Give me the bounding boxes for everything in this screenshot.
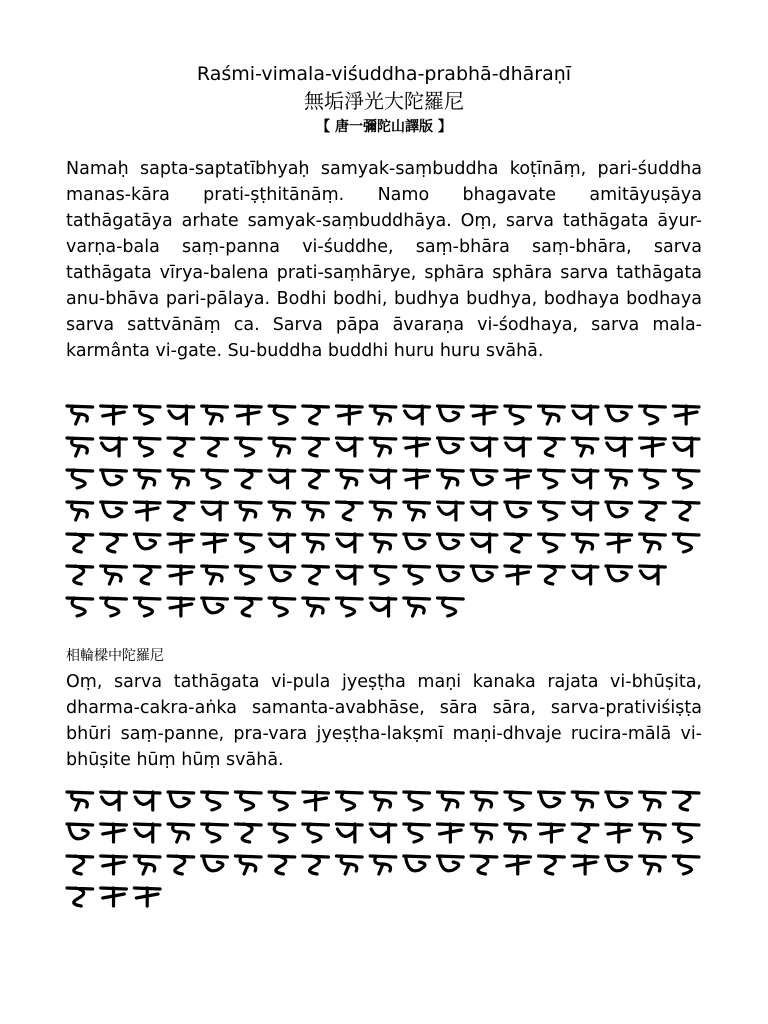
siddham-1-glyph — [505, 534, 531, 552]
siddham-2-glyph — [404, 824, 430, 842]
siddham-1-glyph — [235, 566, 261, 584]
siddham-script-block-1 — [60, 400, 710, 630]
siddham-1-glyph — [539, 406, 565, 424]
siddham-1-glyph — [303, 438, 329, 456]
siddham-2-glyph — [303, 856, 329, 874]
siddham-1-glyph — [235, 438, 261, 456]
siddham-2-glyph — [404, 856, 430, 871]
siddham-1-glyph — [640, 534, 666, 552]
siddham-1-glyph — [572, 502, 598, 520]
title-chinese: 無垢淨光大陀羅尼 — [304, 89, 464, 113]
siddham-1-glyph — [67, 598, 93, 616]
siddham-1-glyph — [168, 406, 194, 424]
siddham-1-glyph — [606, 438, 632, 456]
siddham-2-glyph — [673, 856, 699, 874]
siddham-2-glyph — [67, 888, 93, 906]
siddham-1-glyph — [269, 502, 295, 520]
siddham-1-glyph — [134, 438, 160, 456]
siddham-2-glyph — [438, 824, 464, 842]
siddham-1-glyph — [471, 502, 497, 520]
siddham-2-glyph — [505, 824, 531, 842]
siddham-2-glyph — [134, 856, 160, 874]
siddham-2-glyph — [235, 824, 261, 842]
siddham-1-glyph — [101, 502, 127, 517]
siddham-1-glyph — [539, 438, 565, 456]
siddham-1-glyph — [370, 438, 396, 456]
siddham-1-glyph — [438, 406, 464, 421]
siddham-1-glyph — [404, 406, 430, 424]
siddham-1-glyph — [572, 438, 598, 456]
siddham-1-glyph — [471, 470, 497, 485]
siddham-1-glyph — [673, 438, 699, 456]
siddham-1-glyph — [168, 438, 194, 456]
siddham-1-glyph — [471, 406, 497, 424]
siddham-1-glyph — [202, 598, 228, 613]
siddham-1-glyph — [370, 470, 396, 488]
siddham-1-glyph — [505, 438, 531, 456]
siddham-1-glyph — [505, 502, 531, 517]
siddham-1-glyph — [539, 470, 565, 488]
siddham-1-glyph — [404, 598, 430, 616]
siddham-2-glyph — [168, 824, 194, 842]
siddham-2-glyph — [336, 792, 362, 810]
siddham-1-glyph — [404, 502, 430, 520]
siddham-1-glyph — [202, 534, 228, 552]
siddham-1-glyph — [67, 438, 93, 456]
siddham-1-glyph — [67, 470, 93, 488]
siddham-1-glyph — [438, 438, 464, 453]
siddham-1-glyph — [572, 534, 598, 552]
siddham-1-glyph — [572, 566, 598, 584]
siddham-1-glyph — [336, 470, 362, 488]
siddham-1-glyph — [67, 406, 93, 424]
siddham-2-glyph — [606, 792, 632, 807]
siddham-1-glyph — [539, 502, 565, 520]
siddham-1-glyph — [202, 438, 228, 456]
siddham-1-glyph — [370, 406, 396, 424]
siddham-1-glyph — [471, 566, 497, 581]
siddham-1-glyph — [269, 470, 295, 488]
siddham-1-glyph — [505, 566, 531, 584]
siddham-2-glyph — [505, 856, 531, 874]
siddham-2-glyph — [606, 856, 632, 871]
siddham-2-glyph — [235, 856, 261, 874]
siddham-2-glyph — [67, 824, 93, 839]
siddham-2-glyph — [471, 856, 497, 874]
siddham-1-glyph — [101, 534, 127, 552]
siddham-2-glyph — [134, 824, 160, 842]
siddham-1-glyph — [168, 534, 194, 552]
siddham-1-glyph — [168, 470, 194, 488]
siddham-1-glyph — [134, 598, 160, 616]
siddham-2-glyph — [269, 824, 295, 842]
siddham-2-glyph — [101, 824, 127, 842]
siddham-script-block-2 — [60, 786, 710, 916]
siddham-1-glyph — [303, 534, 329, 552]
siddham-1-glyph — [673, 470, 699, 488]
siddham-1-glyph — [438, 598, 464, 616]
siddham-1-glyph — [235, 470, 261, 488]
siddham-1-glyph — [134, 566, 160, 584]
siddham-2-glyph — [168, 856, 194, 874]
siddham-1-glyph — [67, 534, 93, 552]
siddham-1-glyph — [404, 470, 430, 488]
siddham-2-glyph — [673, 824, 699, 842]
siddham-1-glyph — [438, 566, 464, 581]
siddham-2-glyph — [370, 856, 396, 874]
section-heading: 相輪樑中陀羅尼 — [66, 648, 164, 664]
siddham-2-glyph — [673, 792, 699, 810]
siddham-1-glyph — [640, 502, 666, 520]
edition-subtitle: 【 唐一彌陀山譯版 】 — [316, 119, 452, 135]
siddham-1-glyph — [168, 598, 194, 616]
siddham-1-glyph — [67, 502, 93, 520]
siddham-1-glyph — [235, 502, 261, 520]
siddham-2-glyph — [101, 888, 127, 906]
siddham-1-glyph — [640, 438, 666, 456]
siddham-1-glyph — [438, 502, 464, 520]
siddham-1-glyph — [303, 470, 329, 488]
siddham-1-glyph — [303, 566, 329, 584]
siddham-1-glyph — [134, 470, 160, 488]
siddham-1-glyph — [134, 502, 160, 520]
siddham-2-glyph — [404, 792, 430, 810]
siddham-1-glyph — [101, 470, 127, 485]
siddham-1-glyph — [269, 534, 295, 552]
siddham-1-glyph — [370, 502, 396, 520]
siddham-2-glyph — [572, 792, 598, 810]
siddham-1-glyph — [438, 534, 464, 549]
siddham-1-glyph — [572, 470, 598, 488]
siddham-glyphs-2 — [60, 786, 710, 916]
siddham-2-glyph — [471, 824, 497, 842]
siddham-2-glyph — [168, 792, 194, 807]
siddham-1-glyph — [673, 502, 699, 520]
siddham-1-glyph — [269, 438, 295, 456]
siddham-2-glyph — [336, 856, 362, 874]
siddham-1-glyph — [168, 566, 194, 584]
siddham-1-glyph — [471, 534, 497, 552]
siddham-2-glyph — [134, 792, 160, 810]
siddham-1-glyph — [303, 502, 329, 520]
siddham-1-glyph — [640, 406, 666, 424]
siddham-2-glyph — [303, 792, 329, 810]
siddham-1-glyph — [235, 406, 261, 424]
title-latin: Raśmi-vimala-viśuddha-prabhā-dhāraṇī — [196, 63, 572, 85]
siddham-1-glyph — [202, 502, 228, 520]
siddham-1-glyph — [471, 438, 497, 456]
siddham-1-glyph — [202, 406, 228, 424]
siddham-1-glyph — [606, 502, 632, 517]
siddham-2-glyph — [640, 792, 666, 810]
siddham-2-glyph — [235, 792, 261, 810]
siddham-2-glyph — [505, 792, 531, 810]
siddham-1-glyph — [336, 502, 362, 520]
siddham-1-glyph — [404, 438, 430, 456]
siddham-2-glyph — [572, 824, 598, 842]
siddham-1-glyph — [539, 534, 565, 552]
siddham-1-glyph — [336, 406, 362, 424]
siddham-2-glyph — [67, 856, 93, 874]
siddham-2-glyph — [202, 856, 228, 871]
siddham-1-glyph — [101, 438, 127, 456]
siddham-1-glyph — [134, 534, 160, 549]
siddham-1-glyph — [336, 438, 362, 456]
siddham-1-glyph — [505, 406, 531, 424]
siddham-1-glyph — [303, 406, 329, 424]
siddham-2-glyph — [202, 824, 228, 842]
siddham-2-glyph — [539, 856, 565, 874]
siddham-1-glyph — [438, 470, 464, 488]
siddham-1-glyph — [606, 470, 632, 488]
siddham-2-glyph — [202, 792, 228, 810]
siddham-1-glyph — [336, 566, 362, 584]
siddham-1-glyph — [404, 534, 430, 549]
siddham-1-glyph — [606, 406, 632, 421]
siddham-2-glyph — [572, 856, 598, 874]
siddham-1-glyph — [336, 534, 362, 552]
siddham-1-glyph — [370, 566, 396, 584]
siddham-1-glyph — [673, 534, 699, 552]
siddham-1-glyph — [269, 406, 295, 424]
dharani-2-transliteration: Oṃ, sarva tathāgata vi-pula jyeṣṭha maṇi kanaka rajata vi-bhūṣita, dharma-cakra-aṅka samanta-avabhāse, sāra sāra, sarva-prativiśiṣṭa bhūri saṃ-panne, pra-vara jyeṣṭha-lakṣmī maṇi-dhvaje rucira-mālā vi-bhūṣite hūṃ hūṃ svāhā. — [66, 672, 702, 770]
siddham-2-glyph — [640, 824, 666, 842]
siddham-2-glyph — [539, 824, 565, 842]
siddham-1-glyph — [370, 598, 396, 616]
siddham-1-glyph — [269, 598, 295, 616]
siddham-1-glyph — [101, 406, 127, 424]
siddham-1-glyph — [640, 566, 666, 584]
siddham-2-glyph — [539, 792, 565, 807]
siddham-1-glyph — [202, 470, 228, 488]
siddham-2-glyph — [134, 888, 160, 906]
siddham-1-glyph — [505, 470, 531, 488]
siddham-2-glyph — [67, 792, 93, 810]
siddham-1-glyph — [572, 406, 598, 424]
siddham-2-glyph — [101, 792, 127, 810]
siddham-2-glyph — [303, 824, 329, 842]
siddham-2-glyph — [101, 856, 127, 874]
siddham-1-glyph — [404, 566, 430, 584]
siddham-2-glyph — [438, 856, 464, 871]
siddham-1-glyph — [370, 534, 396, 552]
siddham-2-glyph — [269, 792, 295, 810]
siddham-1-glyph — [101, 598, 127, 616]
siddham-1-glyph — [101, 566, 127, 584]
siddham-1-glyph — [235, 534, 261, 552]
siddham-1-glyph — [303, 598, 329, 616]
siddham-2-glyph — [471, 792, 497, 810]
siddham-2-glyph — [438, 792, 464, 810]
siddham-1-glyph — [673, 406, 699, 424]
siddham-2-glyph — [370, 824, 396, 842]
siddham-2-glyph — [640, 856, 666, 874]
siddham-2-glyph — [606, 824, 632, 842]
siddham-2-glyph — [269, 856, 295, 874]
siddham-2-glyph — [336, 824, 362, 842]
siddham-1-glyph — [606, 534, 632, 552]
siddham-1-glyph — [640, 470, 666, 488]
siddham-glyphs-1 — [60, 400, 710, 630]
siddham-1-glyph — [134, 406, 160, 424]
siddham-1-glyph — [67, 566, 93, 584]
siddham-1-glyph — [202, 566, 228, 584]
siddham-1-glyph — [269, 566, 295, 581]
siddham-1-glyph — [539, 566, 565, 584]
siddham-1-glyph — [606, 566, 632, 581]
siddham-2-glyph — [370, 792, 396, 810]
siddham-1-glyph — [168, 502, 194, 520]
dharani-1-transliteration: Namaḥ sapta-saptatībhyaḥ samyak-saṃbuddha koṭīnāṃ, pari-śuddha manas-kāra prati-ṣṭhitānāṃ. Namo bhagavate amitāyuṣāya tathāgatāya arhate samyak-saṃbuddhāya. Oṃ, sarva tathāgata āyur-varṇa-bala saṃ-panna vi-śuddhe, saṃ-bhāra saṃ-bhāra, sarva tathāgata vīrya-balena prati-saṃhārye, sphāra sphāra sarva tathāgata anu-bhāva pari-pālaya. Bodhi bodhi, budhya budhya, bodhaya bodhaya sarva sattvānāṃ ca. Sarva pāpa āvaraṇa vi-śodhaya, sarva mala-karmânta vi-gate. Su-buddha buddhi huru huru svāhā. — [66, 159, 702, 361]
siddham-1-glyph — [235, 598, 261, 616]
siddham-1-glyph — [336, 598, 362, 616]
